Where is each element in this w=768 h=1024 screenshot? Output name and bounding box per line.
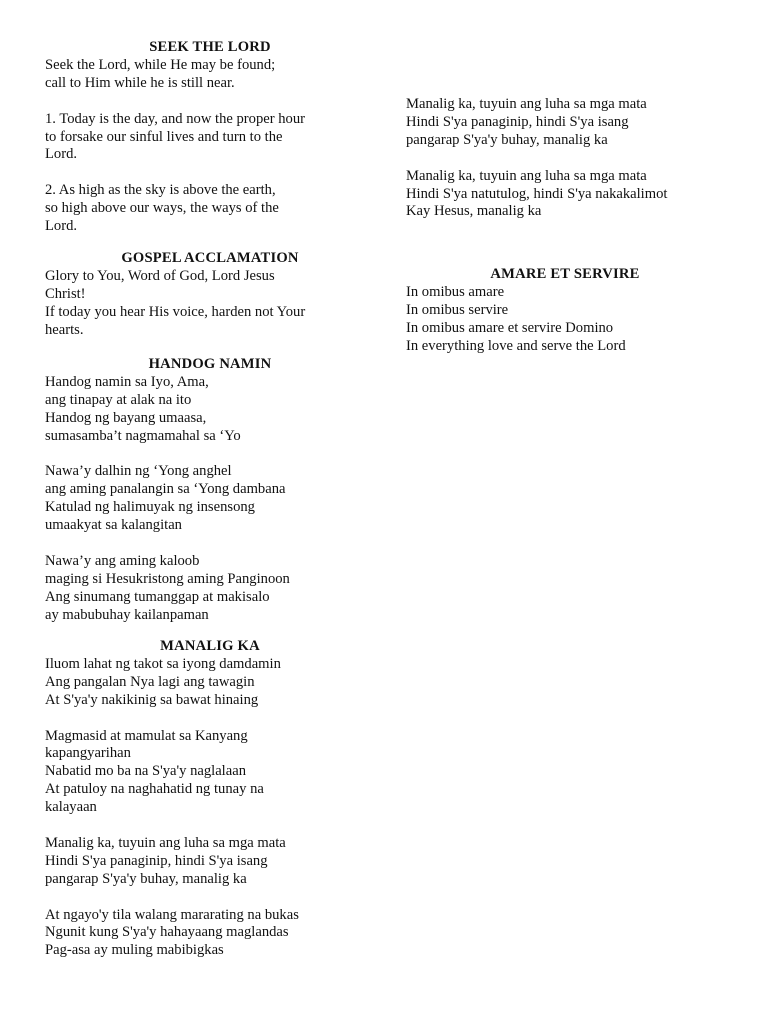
lyric-line: Ngunit kung S'ya'y hahayaang maglandas: [45, 924, 289, 941]
lyric-line: Nawa’y ang aming kaloob: [45, 552, 200, 569]
stanza-refrain-2: [406, 168, 746, 222]
hymn-text: [406, 284, 746, 356]
lyric-line: Lord.: [45, 146, 78, 163]
stanza-3: [45, 553, 375, 625]
lyric-line: Nabatid mo ba na S'ya'y naglalaan: [45, 763, 246, 780]
lyric-line: Lord.: [45, 218, 78, 235]
section-seek-the-lord: [45, 39, 375, 236]
section-title: MANALIG KA: [160, 638, 260, 654]
stanza-2: [45, 463, 375, 535]
stanza-2: [45, 728, 375, 818]
stanza-3: [45, 835, 375, 889]
lyric-line: maging si Hesukristong aming Panginoon: [45, 570, 290, 587]
lyric-line: If today you hear His voice, harden not Your: [45, 303, 306, 320]
verse-2: [45, 182, 375, 236]
lyric-line: umaakyat sa kalangitan: [45, 517, 182, 534]
lyric-line: Christ!: [45, 285, 86, 302]
section-handog-namin: [45, 356, 375, 625]
lyric-line: Manalig ka, tuyuin ang luha sa mga mata: [406, 96, 647, 112]
lyric-line: Magmasid at mamulat sa Kanyang: [45, 727, 248, 744]
lyric-line: 2. As high as the sky is above the earth,: [45, 182, 276, 199]
lyric-line: kalayaan: [45, 799, 97, 816]
stanza-refrain-1: [406, 96, 746, 150]
stanza-4: [45, 907, 375, 961]
lyric-line: Hindi S'ya natutulog, hindi S'ya nakakalimot: [406, 185, 668, 202]
lyric-line: to forsake our sinful lives and turn to the: [45, 128, 283, 145]
lyric-line: In omibus amare et servire Domino: [406, 319, 614, 336]
section-manalig-ka-continued: [406, 96, 746, 221]
lyric-line: Ang pangalan Nya lagi ang tawagin: [45, 673, 255, 690]
section-title: HANDOG NAMIN: [148, 356, 272, 372]
acclamation-text: [45, 268, 375, 340]
lyric-line: Iluom lahat ng takot sa iyong damdamin: [45, 655, 281, 672]
lyric-line: sumasamba’t nagmamahal sa ‘Yo: [45, 427, 241, 444]
section-title: SEEK THE LORD: [149, 39, 271, 55]
lyric-line: At patuloy na naghahatid ng tunay na: [45, 781, 264, 798]
lyric-line: pangarap S'ya'y buhay, manalig ka: [45, 870, 247, 887]
section-gospel-acclamation: [45, 250, 375, 340]
stanza-1: [45, 374, 375, 446]
lyric-line: ay mabubuhay kailanpaman: [45, 606, 209, 623]
section-title: AMARE ET SERVIRE: [490, 266, 640, 282]
lyric-line: Handog ng bayang umaasa,: [45, 409, 207, 426]
lyric-line: ang tinapay at alak na ito: [45, 391, 192, 408]
lyric-line: Kay Hesus, manalig ka: [406, 203, 542, 220]
lyric-line: Seek the Lord, while He may be found;: [45, 56, 276, 73]
lyric-line: Glory to You, Word of God, Lord Jesus: [45, 267, 275, 284]
stanza-1: [45, 656, 375, 710]
lyric-line: so high above our ways, the ways of the: [45, 200, 279, 217]
lyric-line: In everything love and serve the Lord: [406, 337, 626, 354]
lyric-line: ang aming panalangin sa ‘Yong dambana: [45, 481, 286, 498]
lyric-line: Hindi S'ya panaginip, hindi S'ya isang: [45, 852, 268, 869]
lyric-line: 1. Today is the day, and now the proper hour: [45, 110, 305, 127]
lyric-line: Manalig ka, tuyuin ang luha sa mga mata: [406, 167, 647, 184]
lyric-line: In omibus servire: [406, 301, 509, 318]
lyric-line: pangarap S'ya'y buhay, manalig ka: [406, 131, 608, 148]
lyric-line: Katulad ng halimuyak ng insensong: [45, 499, 255, 516]
lyric-line: In omibus amare: [406, 283, 505, 300]
lyric-line: At ngayo'y tila walang mararating na bukas: [45, 906, 299, 923]
lyric-line: Handog namin sa Iyo, Ama,: [45, 373, 209, 390]
lyric-line: kapangyarihan: [45, 745, 131, 762]
lyric-line: Nawa’y dalhin ng ‘Yong anghel: [45, 463, 232, 480]
lyric-line: Hindi S'ya panaginip, hindi S'ya isang: [406, 113, 629, 130]
section-manalig-ka: [45, 638, 375, 960]
section-title: GOSPEL ACCLAMATION: [121, 250, 299, 266]
lyric-line: Pag-asa ay muling mabibigkas: [45, 942, 224, 959]
section-amare-et-servire: [406, 266, 746, 356]
refrain: [45, 57, 375, 93]
lyric-line: hearts.: [45, 321, 84, 338]
lyric-line: Manalig ka, tuyuin ang luha sa mga mata: [45, 834, 286, 851]
lyric-line: Ang sinumang tumanggap at makisalo: [45, 588, 270, 605]
lyric-line: call to Him while he is still near.: [45, 74, 235, 91]
lyric-line: At S'ya'y nakikinig sa bawat hinaing: [45, 691, 259, 708]
verse-1: [45, 111, 375, 165]
